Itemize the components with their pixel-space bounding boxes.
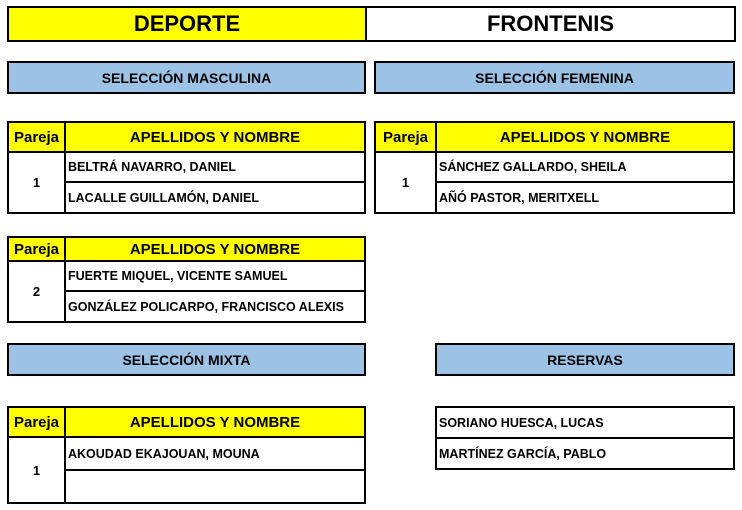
- nombre-header: APELLIDOS Y NOMBRE: [66, 123, 364, 153]
- section-masculina: SELECCIÓN MASCULINA: [7, 61, 366, 94]
- section-femenina: SELECCIÓN FEMENINA: [374, 61, 735, 94]
- mixta-pair-1-table: [7, 406, 366, 504]
- player-name: AÑÓ PASTOR, MERITXELL: [439, 190, 599, 205]
- pareja-number: 2: [9, 262, 66, 321]
- player-name: LACALLE GUILLAMÓN, DANIEL: [68, 190, 259, 205]
- pareja-header: Pareja: [376, 123, 437, 153]
- player-name: AKOUDAD EKAJOUAN, MOUNA: [66, 438, 364, 471]
- reserve-name: SORIANO HUESCA, LUCAS: [437, 408, 733, 439]
- pareja-number: 1: [376, 153, 437, 212]
- pareja-number: 1: [9, 438, 66, 502]
- player-name: BELTRÁ NAVARRO, DANIEL: [66, 153, 364, 183]
- section-mixta: SELECCIÓN MIXTA: [7, 343, 366, 376]
- nombre-header: APELLIDOS Y NOMBRE: [66, 238, 364, 262]
- pareja-header: Pareja: [9, 408, 66, 438]
- masculina-pair-2-table: [7, 236, 366, 323]
- nombre-header: APELLIDOS Y NOMBRE: [66, 408, 364, 438]
- player-name: GONZÁLEZ POLICARPO, FRANCISCO ALEXIS: [68, 299, 344, 314]
- pareja-number: 1: [9, 153, 66, 212]
- reservas-table: [435, 406, 735, 470]
- deporte-value: FRONTENIS: [365, 6, 736, 42]
- section-reservas: RESERVAS: [435, 343, 735, 376]
- deporte-label: DEPORTE: [7, 6, 367, 42]
- pareja-header: Pareja: [9, 123, 66, 153]
- nombre-header: APELLIDOS Y NOMBRE: [437, 123, 733, 153]
- pareja-header: Pareja: [9, 238, 66, 262]
- femenina-pair-1-table: [374, 121, 735, 214]
- player-name: SÁNCHEZ GALLARDO, SHEILA: [437, 153, 733, 183]
- player-name: FUERTE MIQUEL, VICENTE SAMUEL: [66, 262, 364, 292]
- masculina-pair-1-table: [7, 121, 366, 214]
- player-name: [66, 471, 364, 502]
- reserve-name: MARTÍNEZ GARCÍA, PABLO: [439, 446, 607, 461]
